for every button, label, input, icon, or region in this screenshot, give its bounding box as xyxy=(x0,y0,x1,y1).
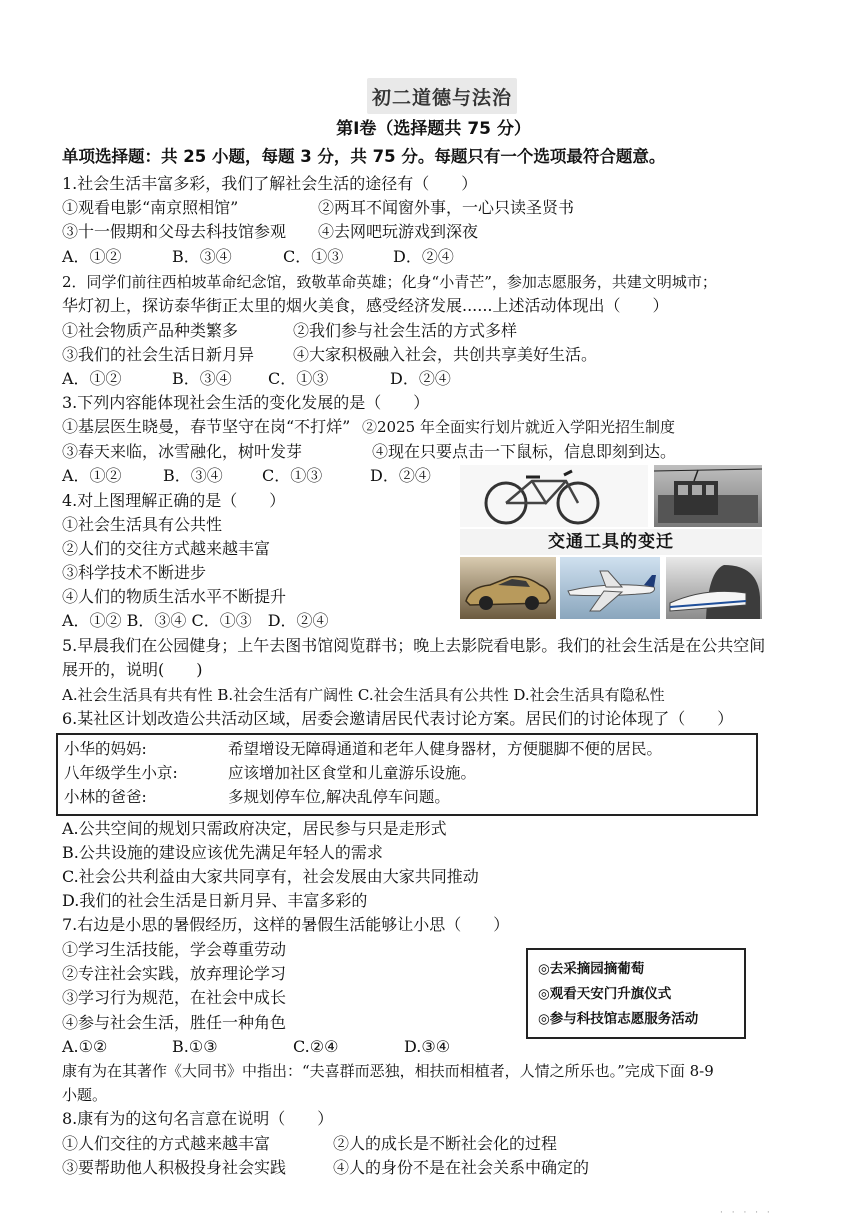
q6-speaker-2: 八年级学生小京: xyxy=(64,764,178,782)
q3-statement-1: ①基层医生晓曼，春节坚守在岗“不打烊” xyxy=(62,417,351,436)
q2-stem-line2: 华灯初上，探访泰华街正太里的烟火美食，感受经济发展......上述活动体现出（ ） xyxy=(62,296,669,315)
transport-evolution-image xyxy=(460,465,762,625)
q2-statement-3: ③我们的社会生活日新月异 xyxy=(62,345,255,364)
q1-option-c: C．①③ xyxy=(283,247,344,266)
q1-stem: 1.社会生活丰富多彩，我们了解社会生活的途径有（ ） xyxy=(62,174,478,193)
q4-stem: 4.对上图理解正确的是（ ） xyxy=(62,491,286,510)
q7-option-a: A.①② xyxy=(62,1037,108,1056)
q6-speech-1: 希望增设无障碍通道和老年人健身器材，方便腿脚不便的居民。 xyxy=(228,740,663,758)
q2-option-a: A．①② xyxy=(62,369,122,388)
q6-speech-3: 多规划停车位,解决乱停车问题。 xyxy=(228,788,450,806)
q7-option-c: C.②④ xyxy=(293,1037,339,1056)
q3-statement-2: ②2025 年全面实行划片就近入学阳光招生制度 xyxy=(362,418,675,436)
q5-stem-line2: 展开的，说明( ) xyxy=(62,660,203,679)
q6-option-d: D.我们的社会生活是日新月异、丰富多彩的 xyxy=(62,891,368,910)
bullet-train-photo xyxy=(666,557,762,619)
instructions: 单项选择题：共 25 小题，每题 3 分，共 75 分。每题只有一个选项最符合题意。 xyxy=(62,147,666,166)
q3-option-b: B．③④ xyxy=(163,466,223,485)
bicycle-photo xyxy=(460,465,648,527)
q6-stem: 6.某社区计划改造公共活动区域，居委会邀请居民代表讨论方案。居民们的讨论体现了（ ） xyxy=(62,709,734,728)
q4-statement-2: ②人们的交往方式越来越丰富 xyxy=(62,539,271,558)
q3-stem: 3.下列内容能体现社会生活的变化发展的是（ ） xyxy=(62,393,430,412)
q1-statement-3: ③十一假期和父母去科技馆参观 xyxy=(62,222,287,241)
faint-footer-mark: · · · · · xyxy=(720,1208,773,1218)
q1-option-b: B．③④ xyxy=(172,247,232,266)
q2-option-b: B．③④ xyxy=(172,369,232,388)
q1-statement-4: ④去网吧玩游戏到深夜 xyxy=(318,222,479,241)
q4-statement-1: ①社会生活具有公共性 xyxy=(62,515,223,534)
q8-statement-4: ④人的身份不是在社会关系中确定的 xyxy=(333,1158,590,1177)
q7-statement-2: ②专注社会实践，放弃理论学习 xyxy=(62,964,287,983)
q7-statement-1: ①学习生活技能，学会尊重劳动 xyxy=(62,940,287,959)
q2-option-c: C．①③ xyxy=(268,369,329,388)
transport-banner: 交通工具的变迁 xyxy=(460,529,762,555)
q2-option-d: D．②④ xyxy=(390,369,451,388)
q6-speech-2: 应该增加社区食堂和儿童游乐设施。 xyxy=(228,764,477,782)
section-heading: 第Ⅰ卷（选择题共 75 分） xyxy=(336,119,531,139)
q7-option-b: B.①③ xyxy=(172,1037,218,1056)
q2-stem-line1: 2．同学们前往西柏坡革命纪念馆，致敬革命英雄；化身“小青芒”，参加志愿服务，共建文明城市； xyxy=(62,273,717,291)
q7-stem: 7.右边是小思的暑假经历，这样的暑假生活能够让小思（ ） xyxy=(62,915,510,934)
q6-speaker-1: 小华的妈妈: xyxy=(64,740,147,758)
q8-stem: 8.康有为的这句名言意在说明（ ） xyxy=(62,1109,334,1128)
q1-option-d: D．②④ xyxy=(393,247,454,266)
q6-option-c: C.社会公共利益由大家共同享有，社会发展由大家共同推动 xyxy=(62,867,479,886)
q8-statement-3: ③要帮助他人积极投身社会实践 xyxy=(62,1158,287,1177)
q5-stem-line1: 5.早晨我们在公园健身；上午去图书馆阅览群书；晚上去影院看电影。我们的社会生活是在公共空间 xyxy=(62,636,766,655)
q3-option-d: D．②④ xyxy=(370,466,431,485)
q4-statement-3: ③科学技术不断进步 xyxy=(62,563,207,582)
q7-statement-3: ③学习行为规范，在社会中成长 xyxy=(62,988,287,1007)
q6-speaker-3: 小林的爸爸: xyxy=(64,788,147,806)
q2-statement-4: ④大家积极融入社会，共创共享美好生活。 xyxy=(293,345,598,364)
q7-summer-box xyxy=(526,948,746,1039)
passage-line1: 康有为在其著作《大同书》中指出：“夫喜群而恶独，相扶而相植者，人情之所乐也。”完成下面 8-9 xyxy=(62,1062,714,1080)
sports-car-photo xyxy=(460,557,556,619)
q1-statement-2: ②两耳不闻窗外事，一心只读圣贤书 xyxy=(318,198,575,217)
q7-box-item-3: ◎参与科技馆志愿服务活动 xyxy=(538,1011,699,1027)
q6-discussion-box xyxy=(56,733,758,816)
q3-option-c: C．①③ xyxy=(262,466,323,485)
passage-line2: 小题。 xyxy=(62,1086,108,1104)
q3-statement-3: ③春天来临，冰雪融化，树叶发芽 xyxy=(62,442,303,461)
q1-option-a: A．①② xyxy=(62,247,122,266)
paper-title: 初二道德与法治 xyxy=(367,78,517,114)
tram-photo xyxy=(654,465,762,527)
q2-statement-1: ①社会物质产品种类繁多 xyxy=(62,321,239,340)
q4-options: A．①② B．③④ C．①③ D．②④ xyxy=(62,611,329,630)
q7-box-item-1: ◎去采摘园摘葡萄 xyxy=(538,961,645,977)
q2-statement-2: ②我们参与社会生活的方式多样 xyxy=(293,321,518,340)
q7-option-d: D.③④ xyxy=(404,1037,451,1056)
airplane-photo xyxy=(560,557,660,619)
q5-options: A.社会生活具有共有性 B.社会生活有广阔性 C.社会生活具有公共性 D.社会生活具有隐私性 xyxy=(62,686,665,704)
q6-option-b: B.公共设施的建设应该优先满足年轻人的需求 xyxy=(62,843,383,862)
q4-statement-4: ④人们的物质生活水平不断提升 xyxy=(62,587,287,606)
q8-statement-1: ①人们交往的方式越来越丰富 xyxy=(62,1134,271,1153)
q1-statement-1: ①观看电影“南京照相馆” xyxy=(62,198,239,217)
q7-statement-4: ④参与社会生活，胜任一种角色 xyxy=(62,1013,287,1032)
q8-statement-2: ②人的成长是不断社会化的过程 xyxy=(333,1134,558,1153)
q3-option-a: A．①② xyxy=(62,466,122,485)
q3-statement-4: ④现在只要点击一下鼠标，信息即刻到达。 xyxy=(372,442,677,461)
q7-box-item-2: ◎观看天安门升旗仪式 xyxy=(538,986,672,1002)
q6-option-a: A.公共空间的规划只需政府决定，居民参与只是走形式 xyxy=(62,819,447,838)
